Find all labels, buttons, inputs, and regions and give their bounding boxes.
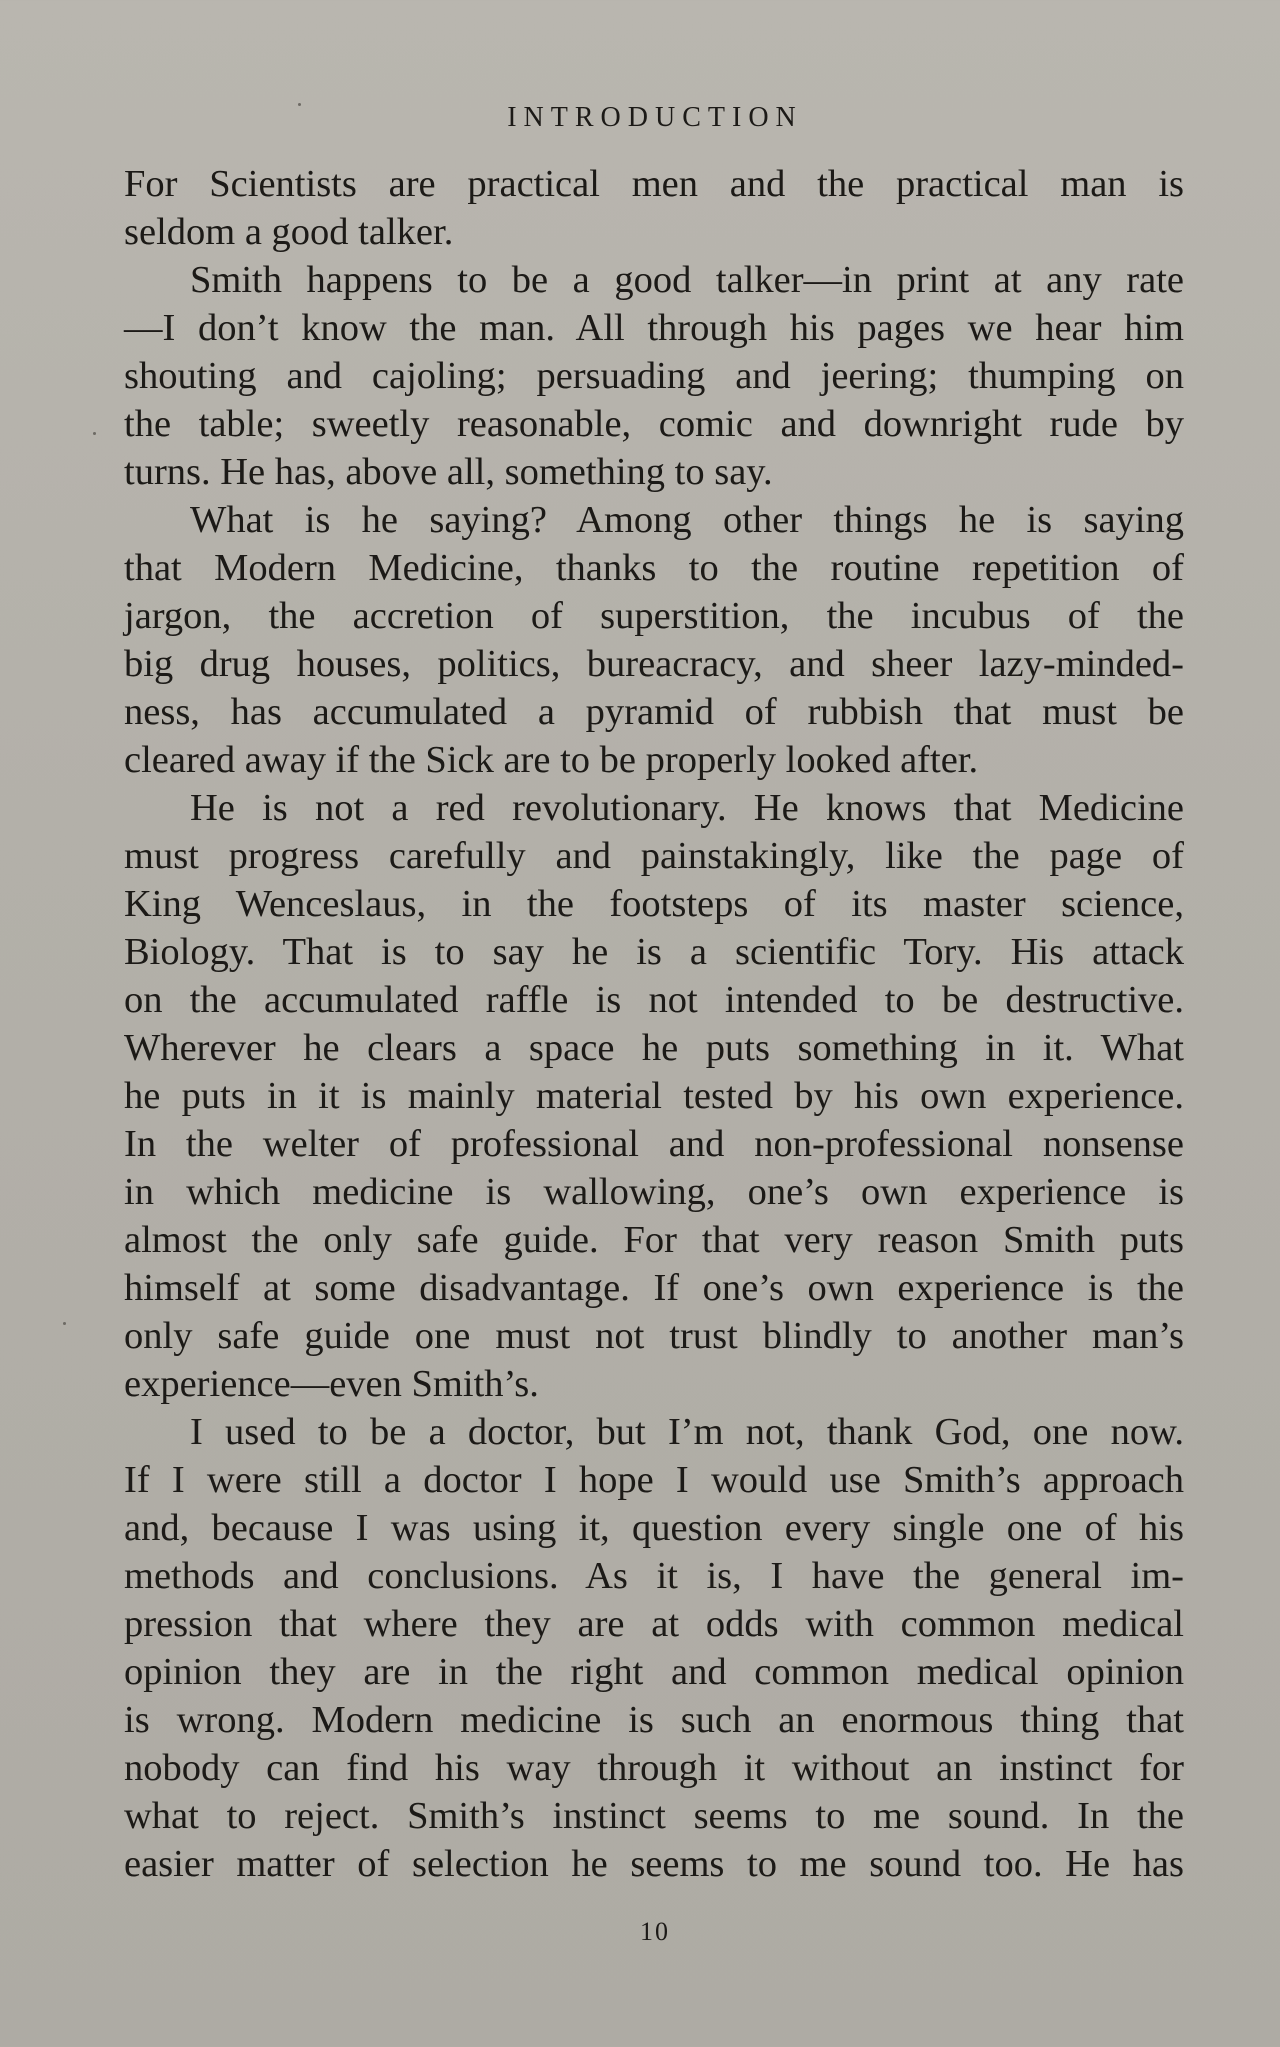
text-line: must progress carefully and painstakingly, like the page of [124, 835, 1184, 877]
text-line: —I don’t know the man. All through his pages we hear him [124, 307, 1184, 349]
text-line: Smith happens to be a good talker—in print at any rate [190, 259, 1184, 301]
text-line: Wherever he clears a space he puts something in it. What [124, 1027, 1184, 1069]
text-line: is wrong. Modern medicine is such an enormous thing that [124, 1699, 1184, 1741]
text-line: What is he saying? Among other things he is saying [190, 499, 1184, 541]
text-line: almost the only safe guide. For that very reason Smith puts [124, 1219, 1184, 1261]
text-line: Biology. That is to say he is a scientific Tory. His attack [124, 931, 1184, 973]
text-line: in which medicine is wallowing, one’s own experience is [124, 1171, 1184, 1213]
paper-speck [93, 432, 96, 435]
text-line: ness, has accumulated a pyramid of rubbish that must be [124, 691, 1184, 733]
paper-speck [63, 1322, 66, 1325]
text-line: that Modern Medicine, thanks to the routine repetition of [124, 547, 1184, 589]
text-line: cleared away if the Sick are to be properly looked after. [124, 739, 979, 781]
text-line: shouting and cajoling; persuading and jeering; thumping on [124, 355, 1184, 397]
text-line: He is not a red revolutionary. He knows that Medicine [190, 787, 1184, 829]
text-line: seldom a good talker. [124, 211, 454, 253]
body-text [124, 160, 1184, 1888]
text-line: I used to be a doctor, but I’m not, thank God, one now. [190, 1411, 1184, 1453]
text-line: turns. He has, above all, something to say. [124, 451, 773, 493]
text-line: himself at some disadvantage. If one’s own experience is the [124, 1267, 1184, 1309]
page-number: 10 [640, 1917, 670, 1946]
text-line: what to reject. Smith’s instinct seems to me sound. In the [124, 1795, 1184, 1837]
text-line: methods and conclusions. As it is, I have the general im- [124, 1555, 1184, 1597]
text-line: If I were still a doctor I hope I would use Smith’s approach [124, 1459, 1184, 1501]
text-line: pression that where they are at odds with common medical [124, 1603, 1184, 1645]
text-line: For Scientists are practical men and the practical man is [124, 163, 1184, 205]
text-line: In the welter of professional and non-professional nonsense [124, 1123, 1184, 1165]
text-line: experience—even Smith’s. [124, 1363, 539, 1405]
text-line: nobody can find his way through it without an instinct for [124, 1747, 1184, 1789]
text-line: jargon, the accretion of superstition, the incubus of the [124, 595, 1184, 637]
text-line: King Wenceslaus, in the footsteps of its master science, [124, 883, 1184, 925]
running-head: INTRODUCTION [507, 102, 803, 133]
text-line: easier matter of selection he seems to me sound too. He has [124, 1843, 1184, 1885]
text-line: big drug houses, politics, bureacracy, and sheer lazy-minded- [124, 643, 1184, 685]
text-line: he puts in it is mainly material tested by his own experience. [124, 1075, 1184, 1117]
paper-speck [298, 103, 301, 106]
text-line: and, because I was using it, question every single one of his [124, 1507, 1184, 1549]
text-line: on the accumulated raffle is not intended to be destructive. [124, 979, 1184, 1021]
text-line: opinion they are in the right and common medical opinion [124, 1651, 1184, 1693]
text-line: the table; sweetly reasonable, comic and downright rude by [124, 403, 1184, 445]
text-line: only safe guide one must not trust blindly to another man’s [124, 1315, 1184, 1357]
